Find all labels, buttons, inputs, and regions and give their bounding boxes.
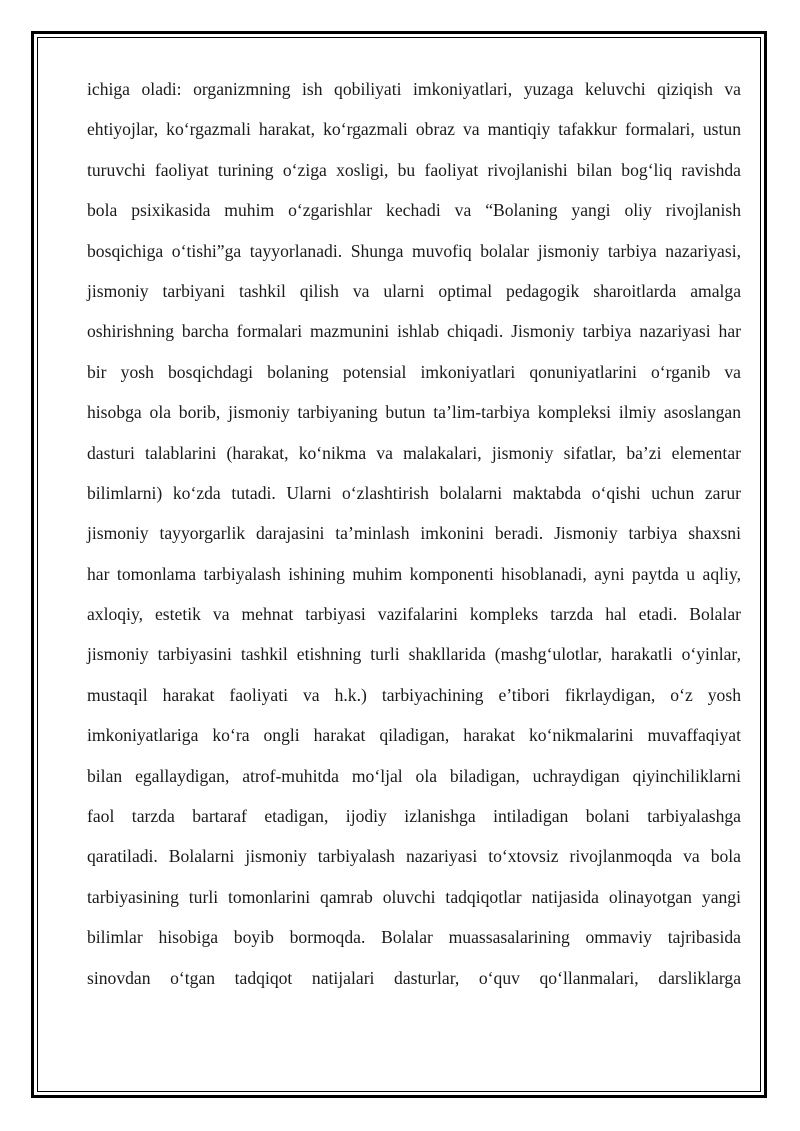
text-line: bola psixikasida muhim o‘zgarishlar kechadi va “Bolaning yangi oliy rivojlanish [87,200,741,221]
text-line: ichiga oladi: organizmning ish qobiliyati imkoniyatlari, yuzaga keluvchi qiziqish va [87,79,741,99]
text-line: jismoniy tarbiyasini tashkil etishning turli shakllarida (mashg‘ulotlar, harakatli o‘yinlar, [87,644,741,665]
text-line: oshirishning barcha formalari mazmunini ishlab chiqadi. Jismoniy tarbiya nazariyasi har [87,321,741,342]
text-line: bosqichiga o‘tishi”ga tayyorlanadi. Shunga muvofiq bolalar jismoniy tarbiya nazariyasi, [87,240,741,261]
text-line: imkoniyatlariga ko‘ra ongli harakat qiladigan, harakat ko‘nikmalarini muvaffaqiyat [87,725,741,746]
text-line: jismoniy tarbiyani tashkil qilish va ularni optimal pedagogik sharoitlarda amalga [87,280,741,301]
text-line: bilan egallaydigan, atrof-muhitda mo‘ljal ola biladigan, uchraydigan qiyinchiliklarni [87,765,741,786]
text-line: jismoniy tayyorgarlik darajasini ta’minlash imkonini beradi. Jismoniy tarbiya shaxsni [87,523,741,544]
text-line: bilimlarni) ko‘zda tutadi. Ularni o‘zlashtirish bolalarni maktabda o‘qishi uchun zarur [87,482,741,503]
text-line: bir yosh bosqichdagi bolaning potensial imkoniyatlari qonuniyatlarini o‘rganib va [87,361,741,382]
text-line: qaratiladi. Bolalarni jismoniy tarbiyalash nazariyasi to‘xtovsiz rivojlanmoqda va bola [87,846,741,867]
text-line: dasturi talablarini (harakat, ko‘nikma va malakalari, jismoniy sifatlar, ba’zi elementar [87,442,741,463]
body-text [87,69,741,998]
text-line: faol tarzda bartaraf etadigan, ijodiy izlanishga intiladigan bolani tarbiyalashga [87,806,741,827]
text-line: sinovdan o‘tgan tadqiqot natijalari dasturlar, o‘quv qo‘llanmalari, darsliklarga [87,967,741,988]
text-line: bilimlar hisobiga boyib bormoqda. Bolalar muassasalarining ommaviy tajribasida [87,927,741,948]
text-line: turuvchi faoliyat turining o‘ziga xosligi, bu faoliyat rivojlanishi bilan bog‘liq ravishda [87,159,741,180]
text-line: ehtiyojlar, ko‘rgazmali harakat, ko‘rgazmali obraz va mantiqiy tafakkur formalari, ustun [87,119,741,140]
text-line: tarbiyasining turli tomonlarini qamrab oluvchi tadqiqotlar natijasida olinayotgan yangi [87,886,741,907]
text-line: mustaqil harakat faoliyati va h.k.) tarbiyachining e’tibori fikrlaydigan, o‘z yosh [87,684,741,705]
text-line: har tomonlama tarbiyalash ishining muhim komponenti hisoblanadi, ayni paytda u aqliy, [87,563,741,584]
text-line: axloqiy, estetik va mehnat tarbiyasi vazifalarini kompleks tarzda hal etadi. Bolalar [87,604,741,625]
text-line: hisobga ola borib, jismoniy tarbiyaning butun ta’lim-tarbiya kompleksi ilmiy asoslangan [87,402,741,423]
